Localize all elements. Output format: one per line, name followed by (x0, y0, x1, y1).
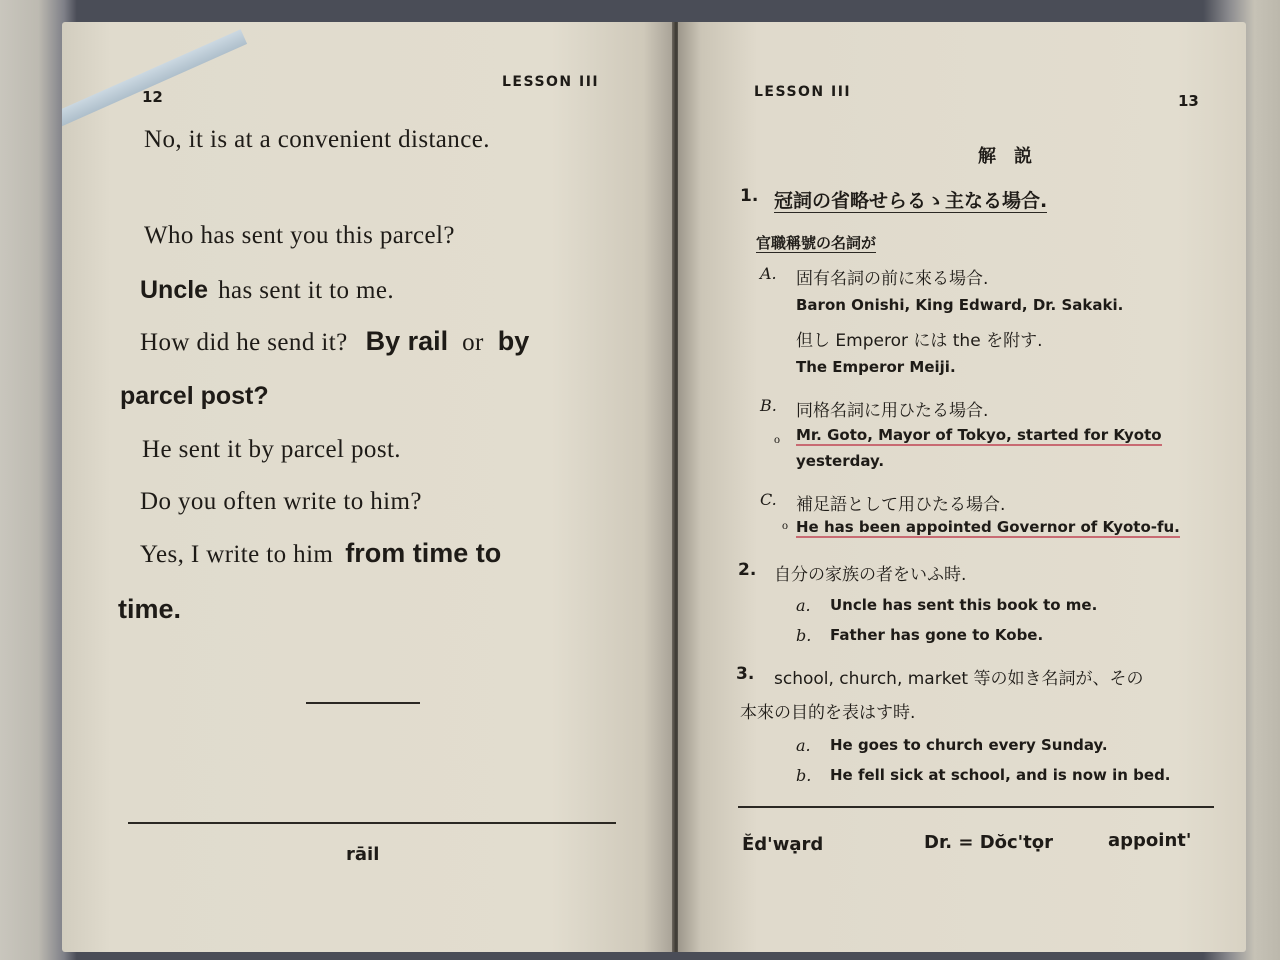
footnote-rule (738, 806, 1214, 808)
text-fragment: How did he send it? (140, 329, 348, 356)
running-head: LESSON III (754, 84, 852, 100)
section-number: 2. (738, 560, 757, 580)
section-heading: 解 説 (978, 146, 1032, 167)
item-label: A. (760, 264, 777, 283)
text-fragment: Yes, I write to him (140, 541, 334, 568)
answer-blank (306, 702, 420, 704)
section-title: 冠詞の省略せらるゝ主なる場合. (774, 190, 1048, 212)
left-page (62, 22, 674, 952)
example-sentence: yesterday. (796, 452, 885, 470)
footnote-rule (128, 822, 616, 824)
example-sentence: He fell sick at school, and is now in bed. (830, 766, 1171, 784)
item-label: b. (796, 626, 812, 645)
section-number: 3. (736, 664, 755, 684)
text-line: Do you often write to him? (140, 488, 422, 515)
item-label: b. (796, 766, 812, 785)
text-line (140, 276, 394, 305)
section-title: school, church, market 等の如き名詞が、その (774, 669, 1144, 689)
emphasis-word: time. (118, 594, 182, 624)
emphasis-phrase: By rail (365, 326, 449, 356)
running-head: LESSON III (502, 74, 600, 90)
text-fragment: has sent it to me. (218, 277, 395, 304)
vocab-word: rāil (346, 844, 380, 865)
right-page (678, 22, 1246, 952)
emphasis-word: by (497, 326, 530, 356)
item-label: C. (760, 490, 777, 509)
example-sentence: He has been appointed Governor of Kyoto-fu. (796, 518, 1180, 536)
note-text: 但し Emperor には the を附す. (796, 331, 1043, 351)
text-fragment: or (462, 329, 484, 356)
item-label: a. (796, 596, 811, 615)
page-number: 13 (1178, 92, 1199, 110)
item-text: 固有名詞の前に來る場合. (796, 269, 989, 289)
text-line (140, 326, 529, 357)
example-sentence: Mr. Goto, Mayor of Tokyo, started for Kyoto (796, 426, 1162, 444)
section-title-cont: 本來の目的を表はす時. (740, 703, 916, 723)
page-number: 12 (142, 88, 163, 106)
text-line: Who has sent you this parcel? (144, 222, 455, 249)
example-sentence: He goes to church every Sunday. (830, 736, 1108, 754)
text-line (140, 538, 501, 569)
item-label: a. (796, 736, 811, 755)
section-title: 自分の家族の者をいふ時. (774, 565, 967, 585)
vocab-word: appoint' (1108, 830, 1192, 851)
bookmark-ribbon (62, 29, 247, 129)
item-label: B. (760, 396, 777, 415)
emphasis-phrase: parcel post? (120, 382, 269, 410)
subheading: 官職稱號の名詞が (756, 234, 877, 252)
text-line: No, it is at a convenient distance. (144, 126, 490, 153)
example-sentence: Uncle has sent this book to me. (830, 596, 1098, 614)
emphasis-phrase: from time to (345, 538, 502, 568)
item-text: 同格名詞に用ひたる場合. (796, 401, 989, 421)
bullet-mark: o (782, 518, 788, 532)
emphasis-word: Uncle (140, 276, 209, 304)
text-line: He sent it by parcel post. (142, 436, 401, 463)
vocab-word: Dr. = Dŏc'tọr (924, 832, 1054, 853)
bullet-mark: o (774, 432, 780, 446)
section-number: 1. (740, 186, 759, 206)
example-sentence: The Emperor Meiji. (796, 358, 956, 376)
example-sentence: Father has gone to Kobe. (830, 626, 1044, 644)
vocab-word: Ĕd'wạrd (742, 834, 824, 855)
example-sentence: Baron Onishi, King Edward, Dr. Sakaki. (796, 296, 1124, 314)
item-text: 補足語として用ひたる場合. (796, 495, 1006, 515)
